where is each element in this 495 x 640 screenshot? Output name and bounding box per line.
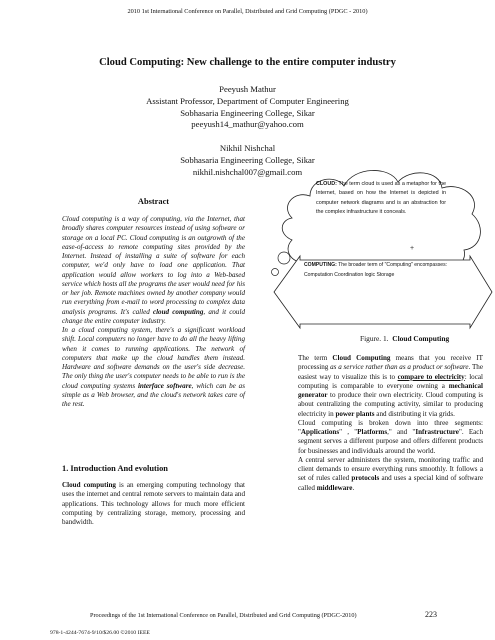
plus-sign: + (410, 245, 415, 252)
thought-bubble-large (278, 252, 290, 264)
cloud-computing-figure (270, 160, 495, 350)
paper-title: Cloud Computing: New challenge to the entire computer industry (99, 57, 396, 68)
author1-email: peeyush14_mathur@yahoo.com (191, 119, 304, 130)
right-column-text: The term Cloud Computing means that you receive IT processing as a service rather than as a product or software. The easiest way to visualize this is to compare to electricity: local computing is comparable to everyone owning a mechanical generator to produce their own electricity. Cloud computing is about centralizing the computing activity, similar to producing electricity in power plants and distributing it via grids. Cloud computing is broken down into three segments: "Applications" , "Platforms," and "Infrastructure". Each segment serves a different purpose and offers different products for businesses and individuals around the world. A central server administers the system, monitoring traffic and client demands to ensure everything runs smoothly. It follows a set of rules called protocols and uses a special kind of software called middleware. (298, 354, 483, 492)
author1-name: Peeyush Mathur (219, 84, 276, 94)
abstract-text: Cloud computing is a way of computing, via the Internet, that broadly shares computer resources instead of using software or storage on a local PC. Cloud computing is an outgrowth of the ease-of-access to remote computing sites provided by the Internet. Instead of installing a suite of software for each computer, we'd only have to load one application. That application would allow workers to log into a Web-based service which hosts all the programs the user would need for his or her job. Remote machines owned by another company would run everything from e-mail to word processing to complex data analysis programs. It's called cloud computing, and it could change the entire computer industry. In a cloud computing system, there's a significant workload shift. Local computers no longer have to do all the heavy lifting when it comes to running applications. The network of computers that make up the cloud handles them instead. Hardware and software demands on the user's side decrease. The only thing the user's computer needs to be able to run is the cloud computing systems interface software, which can be as simple as a Web browser, and the cloud's network takes care of the rest. (62, 215, 245, 408)
cloud-definition: CLOUD: The term cloud is used as a metaphor for the Internet, based on how the Internet is depicted in computer network diagrams and is an abstraction for the complex infrastructure it conceals. (316, 181, 446, 216)
isbn-copyright: 978-1-4244-7674-9/10/$26.00 ©2010 IEEE (50, 630, 150, 636)
running-header: 2010 1st International Conference on Parallel, Distributed and Grid Computing (PDGC - 2010) (127, 8, 368, 15)
author1-affiliation: Sobhasaria Engineering College, Sikar (180, 107, 315, 118)
figure-caption: Figure. 1. Cloud Computing (360, 334, 450, 343)
author2-affiliation: Sobhasaria Engineering College, Sikar (180, 154, 315, 165)
introduction-text: Cloud computing is an emerging computing technology that uses the internet and central remote servers to maintain data and applications. This technology allows for much more efficient computing by centralizing storage, memory, processing and bandwidth. (62, 481, 245, 526)
author2-name: Nikhil Nishchal (219, 143, 276, 154)
section-heading-introduction: 1. Introduction And evolution (62, 464, 168, 473)
thought-bubble-small (272, 269, 279, 276)
author2-email: nikhil.nishchal007@gmail.com (192, 166, 303, 177)
page-number: 223 (425, 610, 437, 619)
author1-position: Assistant Professor, Department of Computer Engineering (146, 95, 349, 106)
abstract-heading: Abstract (137, 197, 170, 206)
computing-definition: COMPUTING: The broader term of "Computing" encompasses: Computation Coordination logic Storage (304, 262, 448, 278)
running-footer: Proceedings of the 1st International Conference on Parallel, Distributed and Grid Computing (PDGC-2010) (90, 612, 357, 619)
